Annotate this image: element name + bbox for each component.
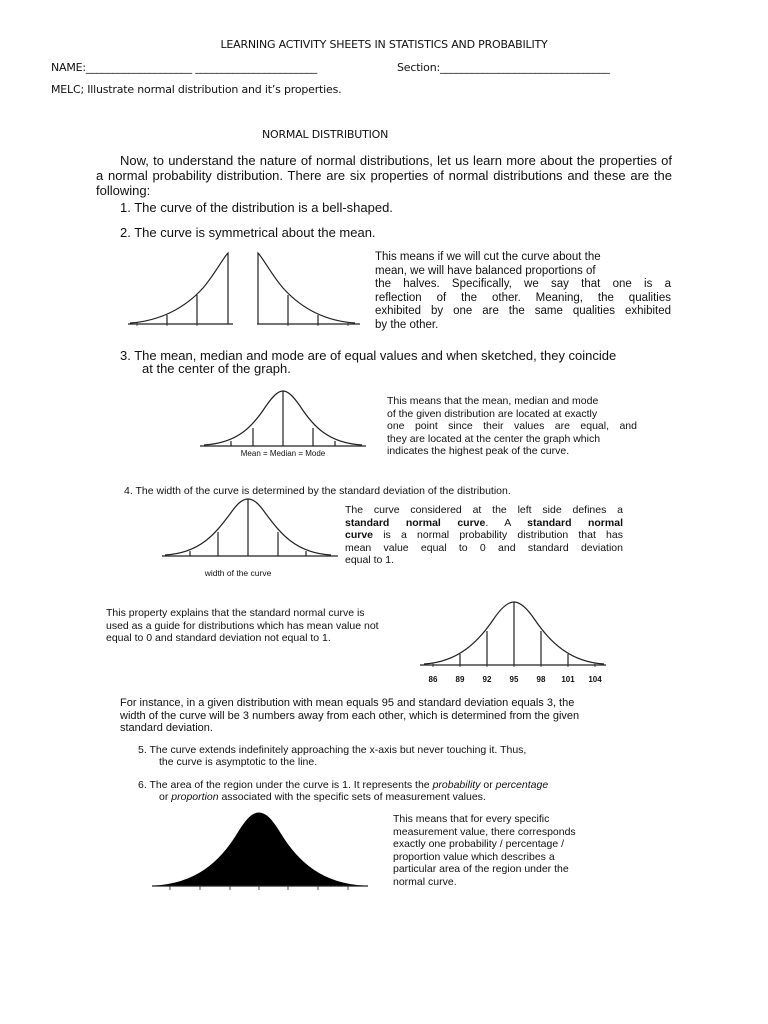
note-line: The curve considered at the left side defines a [345, 504, 623, 516]
example-tick-label: 104 [588, 675, 602, 684]
note-line: This property explains that the standard normal curve is [106, 607, 365, 619]
note-line: This means that for every specific [393, 813, 550, 825]
mean-median-mode-figure [198, 386, 368, 461]
note-text: is a normal probability distribution that has [373, 529, 623, 541]
note-line: measurement value, there corresponds [393, 825, 576, 838]
note-line: the halves. Specifically, we say that one is a [375, 278, 671, 290]
term-probability: probability [432, 779, 481, 791]
example-tick-labels [429, 663, 603, 684]
note-line: mean, we will have balanced proportions of [375, 264, 596, 277]
example-paragraph [120, 697, 640, 735]
note-line: by the other. [375, 318, 439, 331]
term-percentage: percentage [495, 779, 549, 791]
p6-text: 6. The area of the region under the curve is 1. It represents the [138, 779, 433, 791]
property-3-note [387, 395, 637, 458]
property-6-line-2 [159, 791, 486, 804]
note-line: equal to 1. [345, 554, 395, 566]
property-6-line-1 [138, 779, 548, 792]
property-4: 4. The width of the curve is determined by the standard deviation of the distribution. [124, 485, 511, 497]
property-3-line-1: 3. The mean, median and mode are of equal values and when sketched, they coincide [120, 348, 617, 363]
worksheet-title: LEARNING ACTIVITY SHEETS IN STATISTICS AND PROBABILITY [220, 38, 548, 51]
example-line: standard deviation. [120, 722, 213, 734]
note-line: exactly one probability / percentage / [393, 838, 565, 850]
property-6-note [393, 813, 613, 888]
melc-line: MELC; Illustrate normal distribution and it’s properties. [51, 83, 342, 96]
property-4-note [345, 504, 623, 567]
p6-text: or [480, 779, 496, 791]
term-standard-normal-curve: standard normal curve [345, 516, 486, 529]
example-tick-label: 92 [482, 675, 492, 684]
property-2: 2. The curve is symmetrical about the mean. [120, 225, 376, 240]
term-proportion: proportion [171, 791, 219, 803]
property-5-line-2: the curve is asymptotic to the line. [159, 756, 318, 768]
width-caption: width of the curve [204, 568, 272, 578]
note-line: particular area of the region under the [393, 863, 569, 875]
property-5-line-1: 5. The curve extends indefinitely approaching the x-axis but never touching it. Thus, [138, 744, 527, 756]
example-tick-label: 95 [509, 675, 519, 684]
note-line: normal curve. [393, 875, 457, 888]
note-line: indicates the highest peak of the curve. [387, 445, 570, 457]
note-line: reflection of the other. Meaning, the qualities [375, 291, 671, 304]
note-line [345, 529, 623, 542]
p6-text: or [159, 791, 172, 803]
note-line: of the given distribution are located at exactly [387, 407, 598, 420]
example-line: width of the curve will be 3 numbers away from each other, which is determined from the given [120, 709, 580, 722]
property-2-note [375, 251, 671, 332]
note-line: This means if we will cut the curve about the [375, 251, 601, 263]
term-curve: curve [345, 529, 374, 541]
example-distribution-figure [418, 600, 608, 690]
note-line: they are located at the center the graph which [387, 432, 601, 445]
example-tick-label: 86 [428, 675, 438, 684]
note-line: proportion value which describes a [393, 850, 555, 863]
split-curve-figure [125, 248, 365, 333]
section-title: NORMAL DISTRIBUTION [262, 128, 389, 141]
note-line [345, 517, 623, 530]
example-tick-label: 98 [536, 675, 546, 684]
filled-area-figure [150, 808, 370, 898]
example-line: For instance, in a given distribution with mean equals 95 and standard deviation equals 3, the [120, 697, 575, 709]
example-tick-label: 89 [455, 675, 465, 684]
mean-median-mode-caption: Mean = Median = Mode [240, 449, 326, 458]
property-3-line-2: at the center of the graph. [142, 361, 291, 376]
note-line: equal to 0 and standard deviation not equal to 1. [106, 632, 331, 644]
note-line: exhibited by one are the same qualities exhibited [375, 305, 671, 317]
term-standard-normal: standard normal [527, 516, 623, 529]
note-line: This means that the mean, median and mode [387, 395, 599, 407]
note-line: mean value equal to 0 and standard deviation [345, 541, 623, 554]
guide-note [106, 607, 426, 645]
name-field-line[interactable]: NAME:____________________ _______________________ [51, 61, 318, 74]
note-line: used as a guide for distributions which has mean value not [106, 619, 379, 632]
example-tick-label: 101 [561, 675, 575, 684]
intro-paragraph: Now, to understand the nature of normal distributions, let us learn more about the properties of a normal probability distribution. There are six properties of normal distributions and these are the following: [96, 153, 672, 198]
width-of-curve-figure [160, 496, 340, 586]
p6-text: associated with the specific sets of measurement values. [218, 791, 486, 803]
note-text: . A [485, 516, 528, 529]
section-field-line[interactable]: Section:________________________________ [397, 61, 610, 74]
property-1: 1. The curve of the distribution is a bell-shaped. [120, 200, 393, 215]
note-line: one point since their values are equal, and [387, 420, 637, 432]
